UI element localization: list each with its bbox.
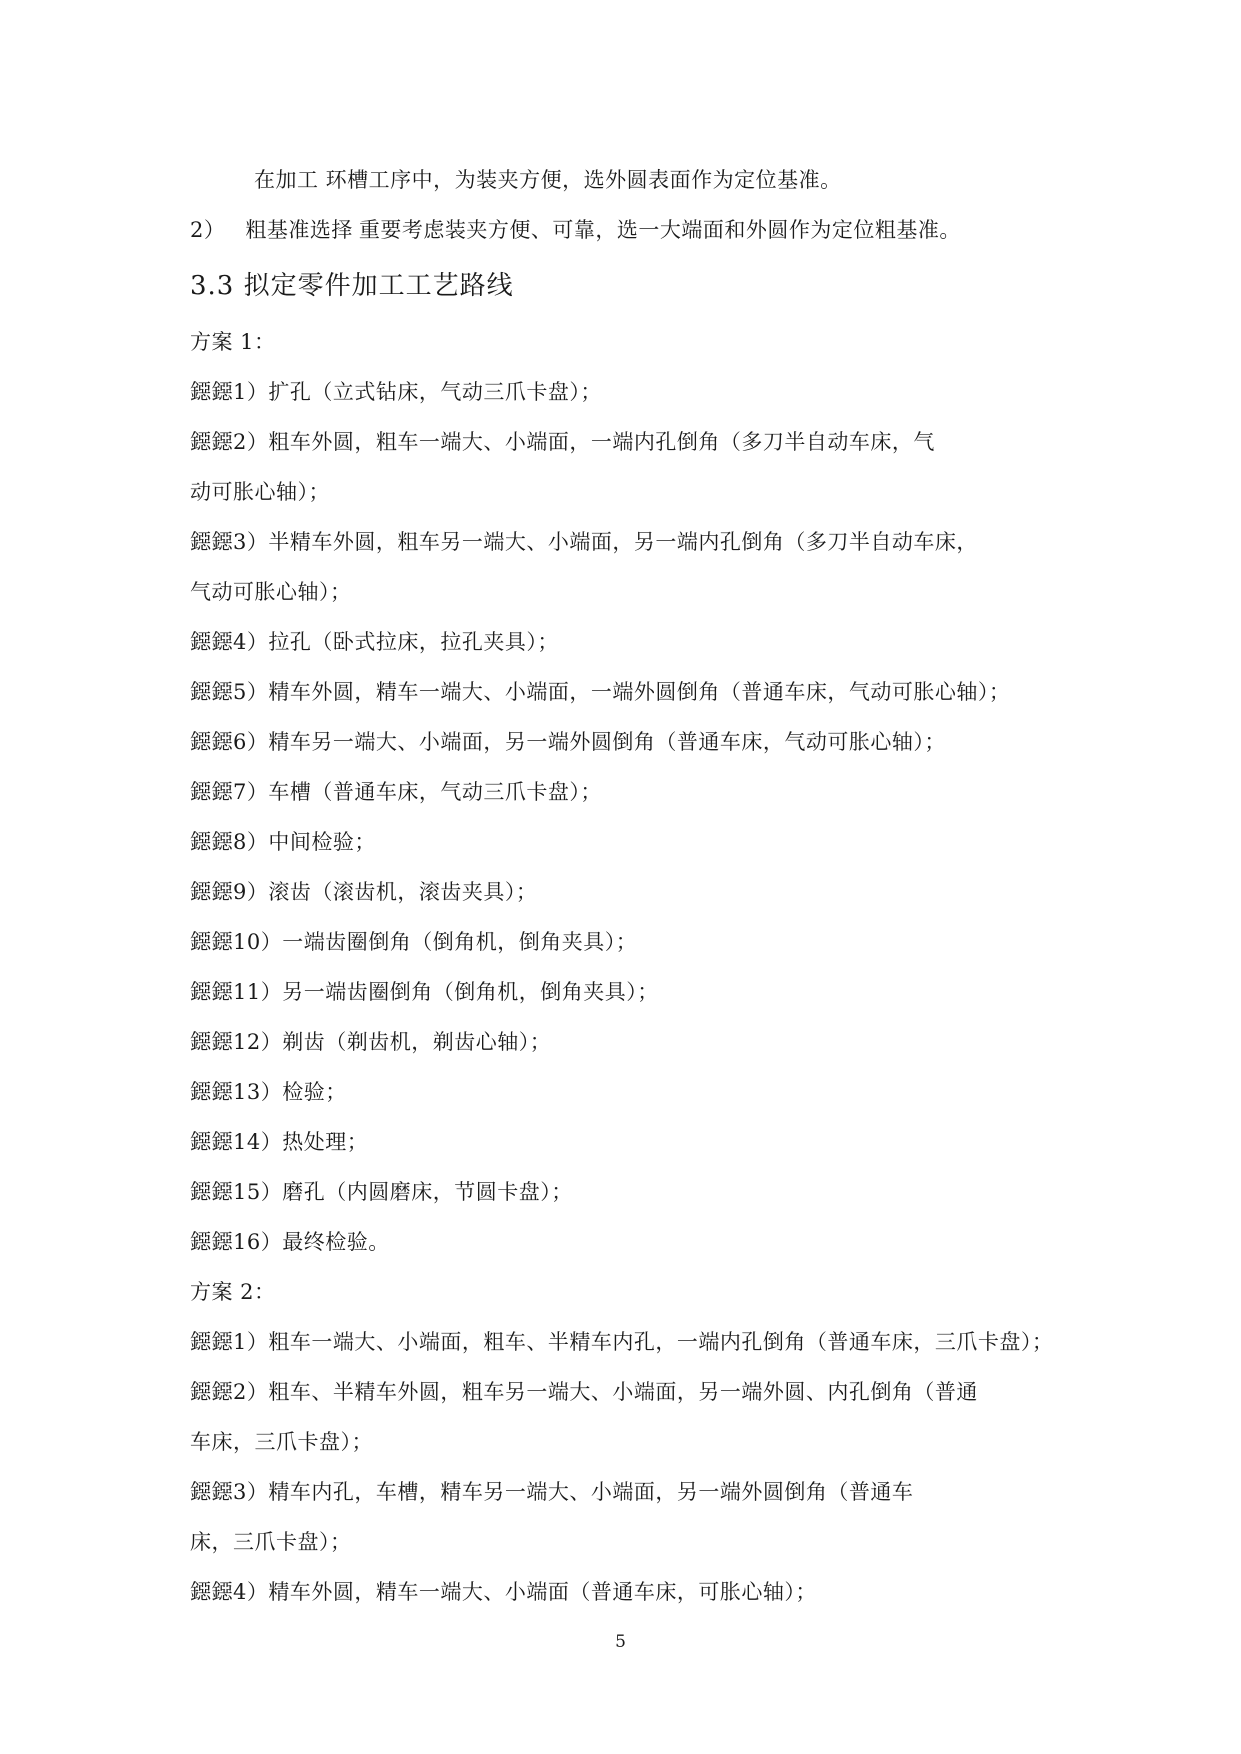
plan2-title: 方案 2： [190, 1280, 276, 1304]
plan1-step: 鐚鐚3）半精车外圆，粗车另一端大、小端面，另一端内孔倒角（多刀半自动车床，气动可胀心轴）； [190, 530, 978, 604]
plan1-step: 鐚鐚14）热处理； [190, 1130, 369, 1154]
plan1-step: 鐚鐚15）磨孔（内圆磨床，节圆卡盘）； [190, 1180, 573, 1204]
plan1-step: 鐚鐚1）扩孔（立式钻床，气动三爪卡盘）； [190, 380, 602, 404]
datum-item-2 [190, 205, 1070, 255]
plan1-step: 鐚鐚6）精车另一端大、小端面，另一端外圆倒角（普通车床，气动可胀心轴）； [190, 730, 946, 754]
plan1-step: 鐚鐚2）粗车外圆，粗车一端大、小端面，一端内孔倒角（多刀半自动车床，气动可胀心轴）； [190, 430, 935, 504]
item-number: 2） [190, 218, 226, 242]
item-text: 重要考虑装夹方便、可靠，选一大端面和外圆作为定位粗基准。 [358, 218, 961, 242]
plan2-step: 鐚鐚1）粗车一端大、小端面，粗车、半精车内孔，一端内孔倒角（普通车床，三爪卡盘）； [190, 1330, 1054, 1354]
plan1-step: 鐚鐚7）车槽（普通车床，气动三爪卡盘）； [190, 780, 602, 804]
plan1-step: 鐚鐚13）检验； [190, 1080, 347, 1104]
section-heading: 3.3 拟定零件加工工艺路线 [190, 271, 514, 301]
plan1-title: 方案 1： [190, 330, 276, 354]
plan1-step: 鐚鐚16）最终检验。 [190, 1230, 390, 1254]
plan1-step: 鐚鐚9）滚齿（滚齿机，滚齿夹具）； [190, 880, 538, 904]
intro-paragraph: 在加工 环槽工序中，为装夹方便，选外圆表面作为定位基准。 [254, 168, 842, 192]
plan2-step: 鐚鐚4）精车外圆，精车一端大、小端面（普通车床，可胀心轴）； [190, 1580, 817, 1604]
plan1-step: 鐚鐚12）剃齿（剃齿机，剃齿心轴）； [190, 1030, 552, 1054]
item-label: 粗基准选择 [245, 218, 353, 242]
plan1-step: 鐚鐚11）另一端齿圈倒角（倒角机，倒角夹具）； [190, 980, 659, 1004]
plan1-step: 鐚鐚4）拉孔（卧式拉床，拉孔夹具）； [190, 630, 559, 654]
plan1-step: 鐚鐚10）一端齿圈倒角（倒角机，倒角夹具）； [190, 930, 638, 954]
plan2-step: 鐚鐚3）精车内孔，车槽，精车另一端大、小端面，另一端外圆倒角（普通车床，三爪卡盘）； [190, 1480, 914, 1554]
plan2-step: 鐚鐚2）粗车、半精车外圆，粗车另一端大、小端面，另一端外圆、内孔倒角（普通车床，三爪卡盘）； [190, 1380, 978, 1454]
page-content [190, 155, 1070, 1617]
page-number: 5 [615, 1632, 626, 1652]
plan1-step: 鐚鐚5）精车外圆，精车一端大、小端面，一端外圆倒角（普通车床，气动可胀心轴）； [190, 680, 1011, 704]
plan1-step: 鐚鐚8）中间检验； [190, 830, 376, 854]
